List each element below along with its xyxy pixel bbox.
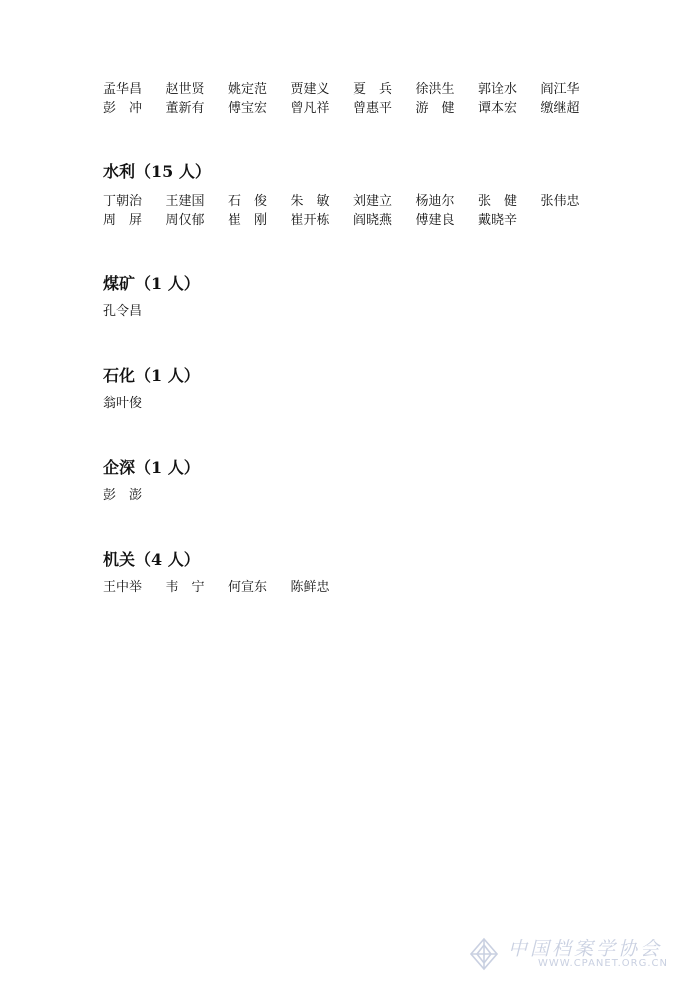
- name-entry: 彭 澎: [103, 488, 143, 503]
- name-entry: 傅建良: [415, 213, 455, 228]
- name-entry: 徐洪生: [415, 82, 455, 97]
- section-title: 煤矿: [103, 274, 136, 293]
- section-title: 机关: [103, 550, 136, 569]
- name-entry: 王中举: [103, 580, 143, 595]
- watermark: [466, 934, 686, 974]
- name-entry: 何宣东: [228, 580, 268, 595]
- section-count: （15 人）: [135, 162, 211, 181]
- section-heading-enterprise: [103, 457, 200, 479]
- section-title: 水利: [103, 162, 136, 181]
- watermark-url: WWW.CPANET.ORG.CN: [538, 958, 669, 969]
- name-entry: 王建国: [165, 194, 205, 209]
- watermark-org-name: 中国档案学协会: [508, 938, 663, 960]
- name-entry: 贾建义: [290, 82, 330, 97]
- name-entry: 杨迪尔: [415, 194, 455, 209]
- name-entry: 崔开栋: [290, 213, 330, 228]
- name-entry: 曾凡祥: [290, 101, 330, 116]
- section-title: 石化: [103, 366, 136, 385]
- name-entry: 彭 冲: [103, 101, 143, 116]
- name-entry: 赵世贤: [165, 82, 205, 97]
- name-list-top: [103, 80, 623, 118]
- name-entry: 张伟忠: [540, 194, 580, 209]
- section-heading-petrochem: [103, 365, 200, 387]
- name-entry: 缴继超: [540, 101, 580, 116]
- name-list-petrochem: [103, 394, 623, 413]
- section-heading-coal: [103, 273, 200, 295]
- name-entry: 戴晓辛: [478, 213, 518, 228]
- section-title: 企深: [103, 458, 136, 477]
- name-entry: 翁叶俊: [103, 396, 143, 411]
- name-list-coal: [103, 302, 623, 321]
- name-entry: 阎晓燕: [353, 213, 393, 228]
- name-entry: 韦 宁: [165, 580, 205, 595]
- name-list-office: [103, 578, 623, 597]
- name-list-water: [103, 192, 623, 230]
- name-entry: 陈鲜忠: [290, 580, 330, 595]
- name-entry: 孟华昌: [103, 82, 143, 97]
- name-entry: 孔令昌: [103, 304, 143, 319]
- section-count: （1 人）: [135, 274, 200, 293]
- name-entry: 阎江华: [540, 82, 580, 97]
- name-entry: 周仅郁: [165, 213, 205, 228]
- name-entry: 崔 刚: [228, 213, 268, 228]
- association-logo-icon: [466, 936, 502, 972]
- name-entry: 石 俊: [228, 194, 268, 209]
- name-entry: 曾惠平: [353, 101, 393, 116]
- section-heading-office: [103, 549, 200, 571]
- name-entry: 周 屏: [103, 213, 143, 228]
- name-entry: 游 健: [415, 101, 455, 116]
- section-heading-water: [103, 161, 211, 183]
- name-entry: 傅宝宏: [228, 101, 268, 116]
- name-entry: 董新有: [165, 101, 205, 116]
- name-entry: 谭本宏: [478, 101, 518, 116]
- name-entry: 朱 敏: [290, 194, 330, 209]
- name-entry: 姚定范: [228, 82, 268, 97]
- name-entry: 丁朝治: [103, 194, 143, 209]
- name-entry: 郭诠水: [478, 82, 518, 97]
- section-count: （1 人）: [135, 458, 200, 477]
- section-count: （1 人）: [135, 366, 200, 385]
- name-entry: 张 健: [478, 194, 518, 209]
- name-entry: 夏 兵: [353, 82, 393, 97]
- section-count: （4 人）: [135, 550, 200, 569]
- name-list-enterprise: [103, 486, 623, 505]
- name-entry: 刘建立: [353, 194, 393, 209]
